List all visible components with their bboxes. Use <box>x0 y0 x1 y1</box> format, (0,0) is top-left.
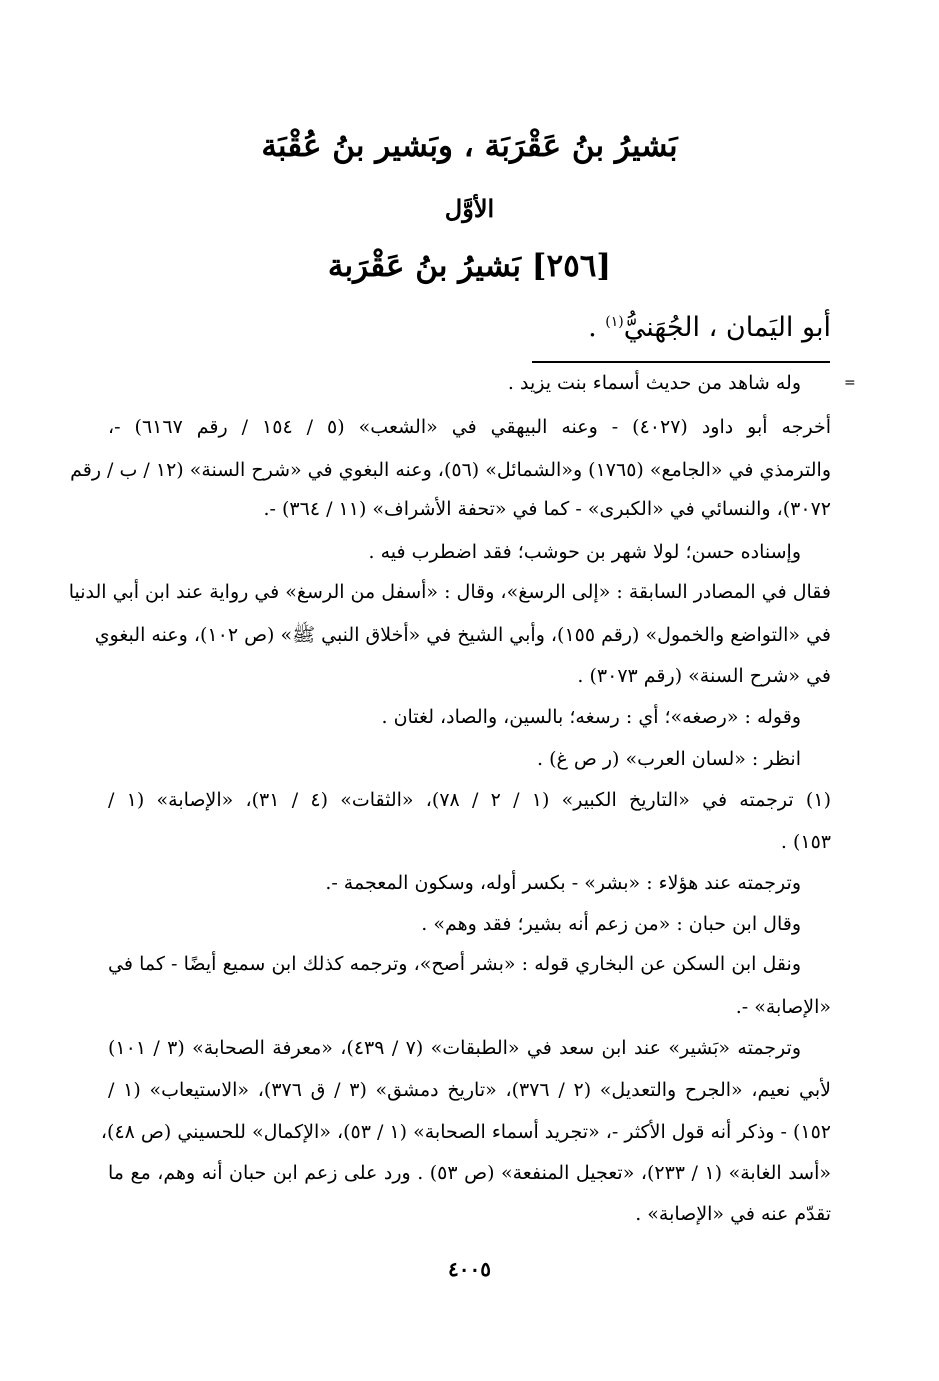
footnote-line: ١٥٢) - وذكر أنه قول الأكثر -، «تجريد أسماء الصحابة» (١ / ٥٣)، «الإكمال» للحسيني (ص ٤٨)، <box>100 1121 831 1143</box>
entry-line <box>588 312 831 343</box>
footnote-line: وترجمته «بَشير» عند ابن سعد في «الطبقات» (٧ / ٤٣٩)، «معرفة الصحابة» (٣ / ١٠١) <box>108 1037 802 1059</box>
footnote-line: وإسناده حسن؛ لولا شهر بن حوشب؛ فقد اضطرب فيه . <box>368 541 801 563</box>
section-subtitle: الأوَّل <box>444 194 495 223</box>
footnote-line: وله شاهد من حديث أسماء بنت يزيد . <box>507 372 801 394</box>
entry-title: [٢٥٦] بَشيرُ بنُ عَقْرَبة <box>327 248 612 284</box>
footnote-line: والترمذي في «الجامع» (١٧٦٥) و«الشمائل» (٥٦)، وعنه البغوي في «شرح السنة» (١٢ / ب / رقم <box>70 459 831 481</box>
footnote-line: في «التواضع والخمول» (رقم ١٥٥)، وأبي الشيخ في «أخلاق النبي ﷺ» (ص ١٠٢)، وعنه البغوي <box>94 624 831 646</box>
margin-mark: = <box>844 375 856 391</box>
footnote-line: تقدّم عنه في «الإصابة» . <box>635 1203 831 1225</box>
footnote-line: ١٥٣) . <box>780 831 831 853</box>
footnote-divider <box>532 361 830 363</box>
entry-end: . <box>588 312 606 343</box>
footnote-line: (١) ترجمته في «التاريخ الكبير» (١ / ٢ / ٧٨)، «الثقات» (٤ / ٣١)، «الإصابة» (١ / <box>108 789 831 811</box>
footnote-line: وقال ابن حبان : «من زعم أنه بشير؛ فقد وهم» . <box>421 913 801 935</box>
footnote-line: فقال في المصادر السابقة : «إلى الرسغ»، وقال : «أسفل من الرسغ» في رواية عند ابن أبي الدنيا <box>68 581 831 603</box>
footnote-line: «أسد الغابة» (١ / ٢٣٣)، «تعجيل المنفعة» (ص ٥٣) . ورد على زعم ابن حبان أنه وهم، مع ما <box>108 1162 831 1184</box>
entry-text: أبو اليَمان ، الجُهَنيُّ <box>623 312 831 343</box>
footnote-line: في «شرح السنة» (رقم ٣٠٧٣) . <box>577 665 831 687</box>
footnote-line: وترجمته عند هؤلاء : «بشر» - بكسر أوله، وسكون المعجمة -. <box>325 872 801 894</box>
page-number: ٤٠٠٥ <box>448 1257 491 1281</box>
footnote-line: ونقل ابن السكن عن البخاري قوله : «بشر أصح»، وترجمه كذلك ابن سميع أيضًا - كما في <box>108 953 801 975</box>
footnote-ref: (١) <box>605 314 624 330</box>
footnote-line: انظر : «لسان العرب» (ر ص غ) . <box>537 748 801 770</box>
footnote-line: لأبي نعيم، «الجرح والتعديل» (٢ / ٣٧٦)، «تاريخ دمشق» (٣ / ق ٣٧٦)، «الاستيعاب» (١ / <box>108 1079 831 1101</box>
footnote-line: ٣٠٧٢)، والنسائي في «الكبرى» - كما في «تحفة الأشراف» (١١ / ٣٦٤) -. <box>263 498 831 520</box>
footnote-line: وقوله : «رصغه»؛ أي : رسغه؛ بالسين، والصاد، لغتان . <box>381 706 801 728</box>
chapter-title: بَشيرُ بنُ عَقْرَبَة ، وبَشير بنُ عُقْبَة <box>261 128 678 164</box>
footnote-line: «الإصابة» -. <box>735 996 831 1018</box>
footnote-line: أخرجه أبو داود (٤٠٢٧) - وعنه البيهقي في «الشعب» (٥ / ١٥٤ / رقم ٦١٦٧) -، <box>108 416 831 438</box>
